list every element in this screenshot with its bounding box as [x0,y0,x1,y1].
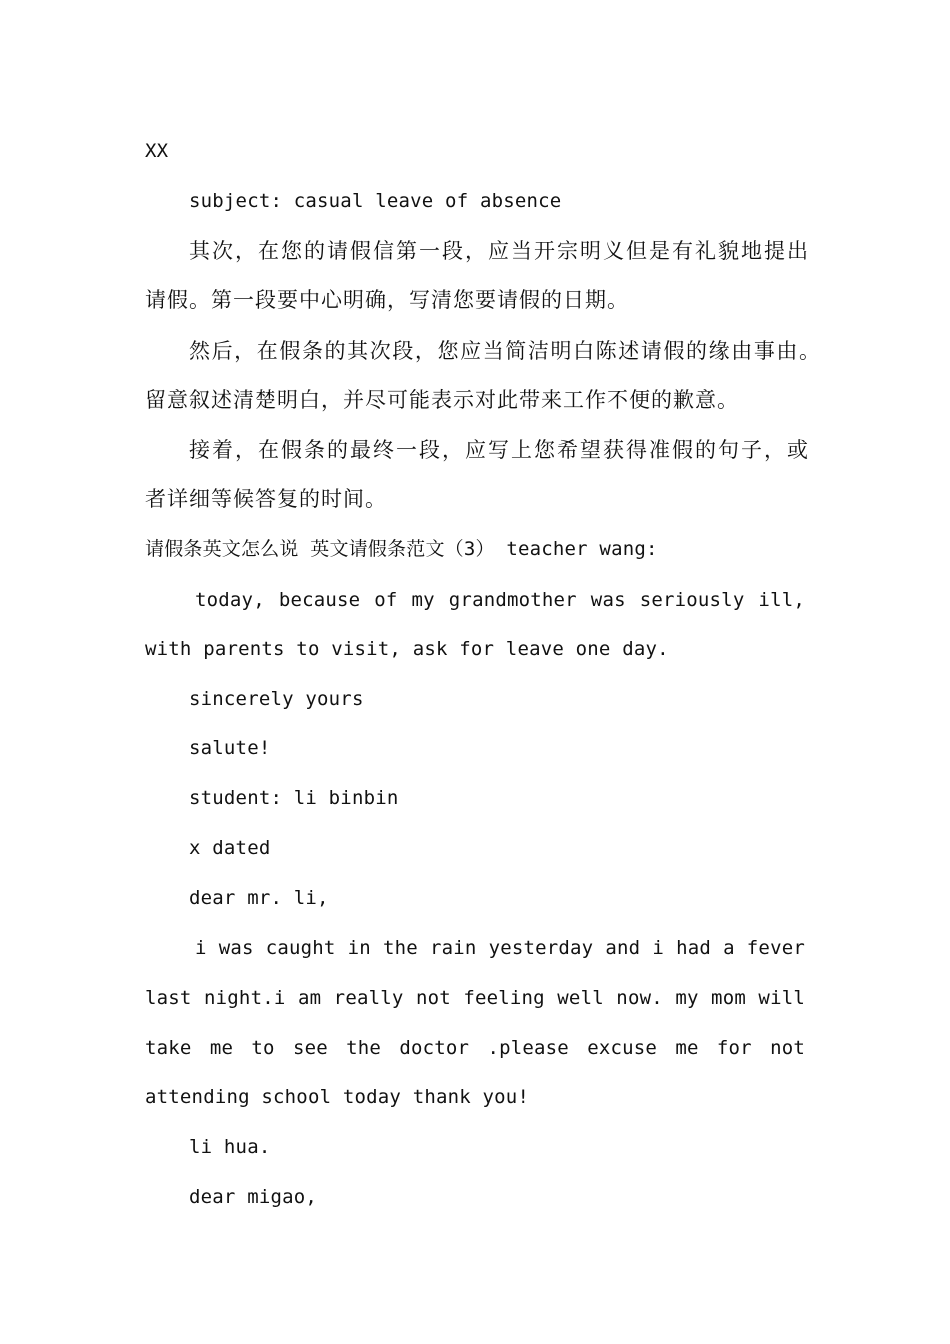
paragraph-line: 请假。第一段要中心明确，写清您要请假的日期。 [145,288,629,312]
letter-body-line: today, because of my grandmother was seriously ill, [195,589,805,611]
closing-line: sincerely yours [189,688,364,710]
greeting-line: dear migao, [189,1186,318,1208]
paragraph-line: 者详细等候答复的时间。 [145,487,387,511]
letter-body-line: take me to see the doctor .please excuse me for not [145,1037,805,1059]
date-line: x dated [189,837,271,859]
paragraph-line: 其次，在您的请假信第一段，应当开宗明义但是有礼貌地提出 [189,239,809,263]
section-heading: 请假条英文怎么说 英文请假条范文（3） teacher wang: [145,538,658,560]
paragraph-line: 然后，在假条的其次段，您应当简洁明白陈述请假的缘由事由。 [189,339,821,363]
paragraph-line: 接着，在假条的最终一段，应写上您希望获得准假的句子，或 [189,438,809,462]
letter-body-line: attending school today thank you! [145,1086,530,1108]
paragraph-line: 留意叙述清楚明白，并尽可能表示对此带来工作不便的歉意。 [145,388,739,412]
salutation-line: salute! [189,737,271,759]
signature-line: student: li binbin [189,787,399,809]
subject-line: subject: casual leave of absence [189,190,562,212]
letter-body-line: last night.i am really not feeling well now. my mom will [145,987,805,1009]
greeting-line: dear mr. li, [189,887,329,909]
signature-line: li hua. [189,1136,271,1158]
letter-body-line: with parents to visit, ask for leave one day. [145,638,669,660]
text-line: XX [145,140,169,162]
letter-body-line: i was caught in the rain yesterday and i had a fever [195,937,805,959]
